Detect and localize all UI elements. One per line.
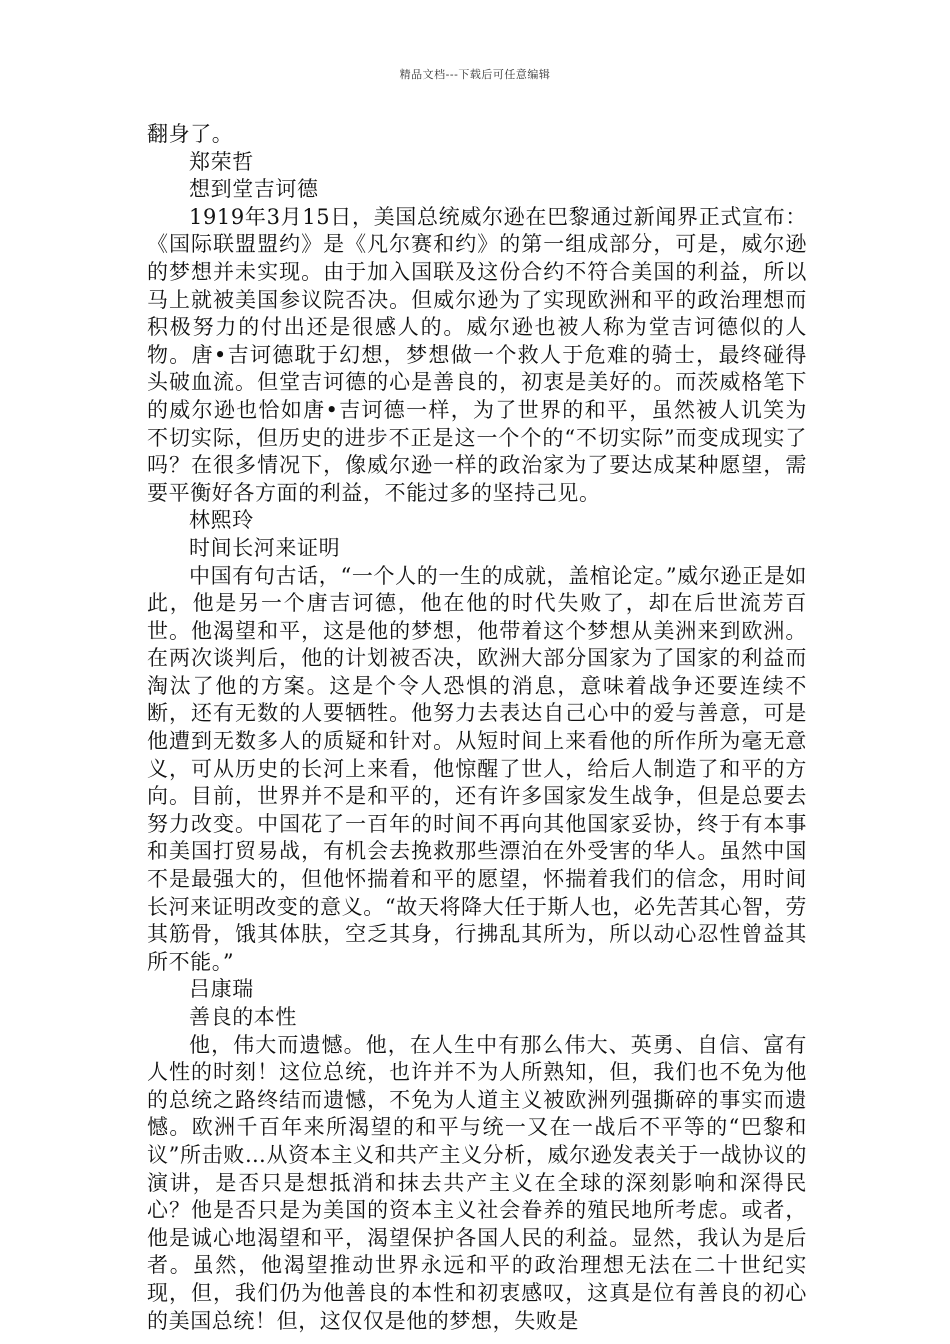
document-body xyxy=(147,121,807,1335)
section3-body: 他，伟大而遗憾。他，在人生中有那么伟大、英勇、自信、富有人性的时刻！这位总统，也许并不为人所熟知，但，我们也不免为他的总统之路终结而遗憾，不免为人道主义被欧洲列强撕碎的事实而遗憾。欧洲千百年来所渴望的和平与统一又在一战后不平等的“巴黎和议”所击败…从资本主义和共产主义分析，威尔逊发表关于一战协议的演讲，是否只是想抵消和抹去共产主义在全球的深刻影响和深得民心？他是否只是为美国的资本主义社会眷养的殖民地所考虑。或者，他是诚心地渴望和平，渴望保护各国人民的利益。显然，我认为是后者。虽然，他渴望推动世界永远和平的政治理想无法在二十世纪实现，但，我们仍为他善良的本性和初衷感叹，这真是位有善良的初心的美国总统！但，这仅仅是他的梦想，失败是 xyxy=(147,1032,807,1333)
opening-line: 翻身了。 xyxy=(147,122,234,146)
section2-title: 时间长河来证明 xyxy=(189,535,341,560)
section1-body: 1919年3月15日，美国总统威尔逊在巴黎通过新闻界正式宣布：《国际联盟盟约》是《凡尔赛和约》的第一组成部分，可是，威尔逊的梦想并未实现。由于加入国联及这份合约不符合美国的利益，所以马上就被美国参议院否决。但威尔逊为了实现欧洲和平的政治理想而积极努力的付出还是很感人的。威尔逊也被人称为堂吉诃德似的人物。唐•吉诃德耽于幻想，梦想做一个救人于危难的骑士，最终碰得头破血流。但堂吉诃德的心是善良的，初衷是美好的。而茨威格笔下的威尔逊也恰如唐•吉诃德一样，为了世界的和平，虽然被人讥笑为不切实际，但历史的进步不正是这一个个的“不切实际”而变成现实了吗？在很多情况下，像威尔逊一样的政治家为了要达成某种愿望，需要平衡好各方面的利益，不能过多的坚持己见。 xyxy=(147,204,807,505)
section3-title: 善良的本性 xyxy=(189,1005,297,1029)
section3-author: 吕康瑞 xyxy=(189,977,254,1002)
section2-author: 林熙玲 xyxy=(189,508,254,533)
section1-author: 郑荣哲 xyxy=(189,149,254,174)
page-header: 精品文档---下载后可任意编辑 xyxy=(399,68,551,81)
section1-title: 想到堂吉诃德 xyxy=(189,177,319,202)
section2-body: 中国有句古话，“一个人的一生的成就，盖棺论定。”威尔逊正是如此，他是另一个唐吉诃德，他在他的时代失败了，却在后世流芳百世。他渴望和平，这是他的梦想，他带着这个梦想从美洲来到欧洲。在两次谈判后，他的计划被否决，欧洲大部分国家为了国家的利益而淘汰了他的方案。这是个令人恐惧的消息，意味着战争还要连续不断，还有无数的人要牺牲。他努力去表达自己心中的爱与善意，可是他遭到无数多人的质疑和针对。从短时间上来看他的所作所为毫无意义，可从历史的长河上来看，他惊醒了世人，给后人制造了和平的方向。目前，世界并不是和平的，还有许多国家发生战争，但是总要去努力改变。中国花了一百年的时间不再向其他国家妥协，终于有本事和美国打贸易战，有机会去挽救那些漂泊在外受害的华人。虽然中国不是最强大的，但他怀揣着和平的愿望，怀揣着我们的信念，用时间长河来证明改变的意义。“故天将降大任于斯人也，必先苦其心智，劳其筋骨，饿其体肤，空乏其身，行拂乱其所为，所以动心忍性曾益其所不能。” xyxy=(147,563,807,974)
